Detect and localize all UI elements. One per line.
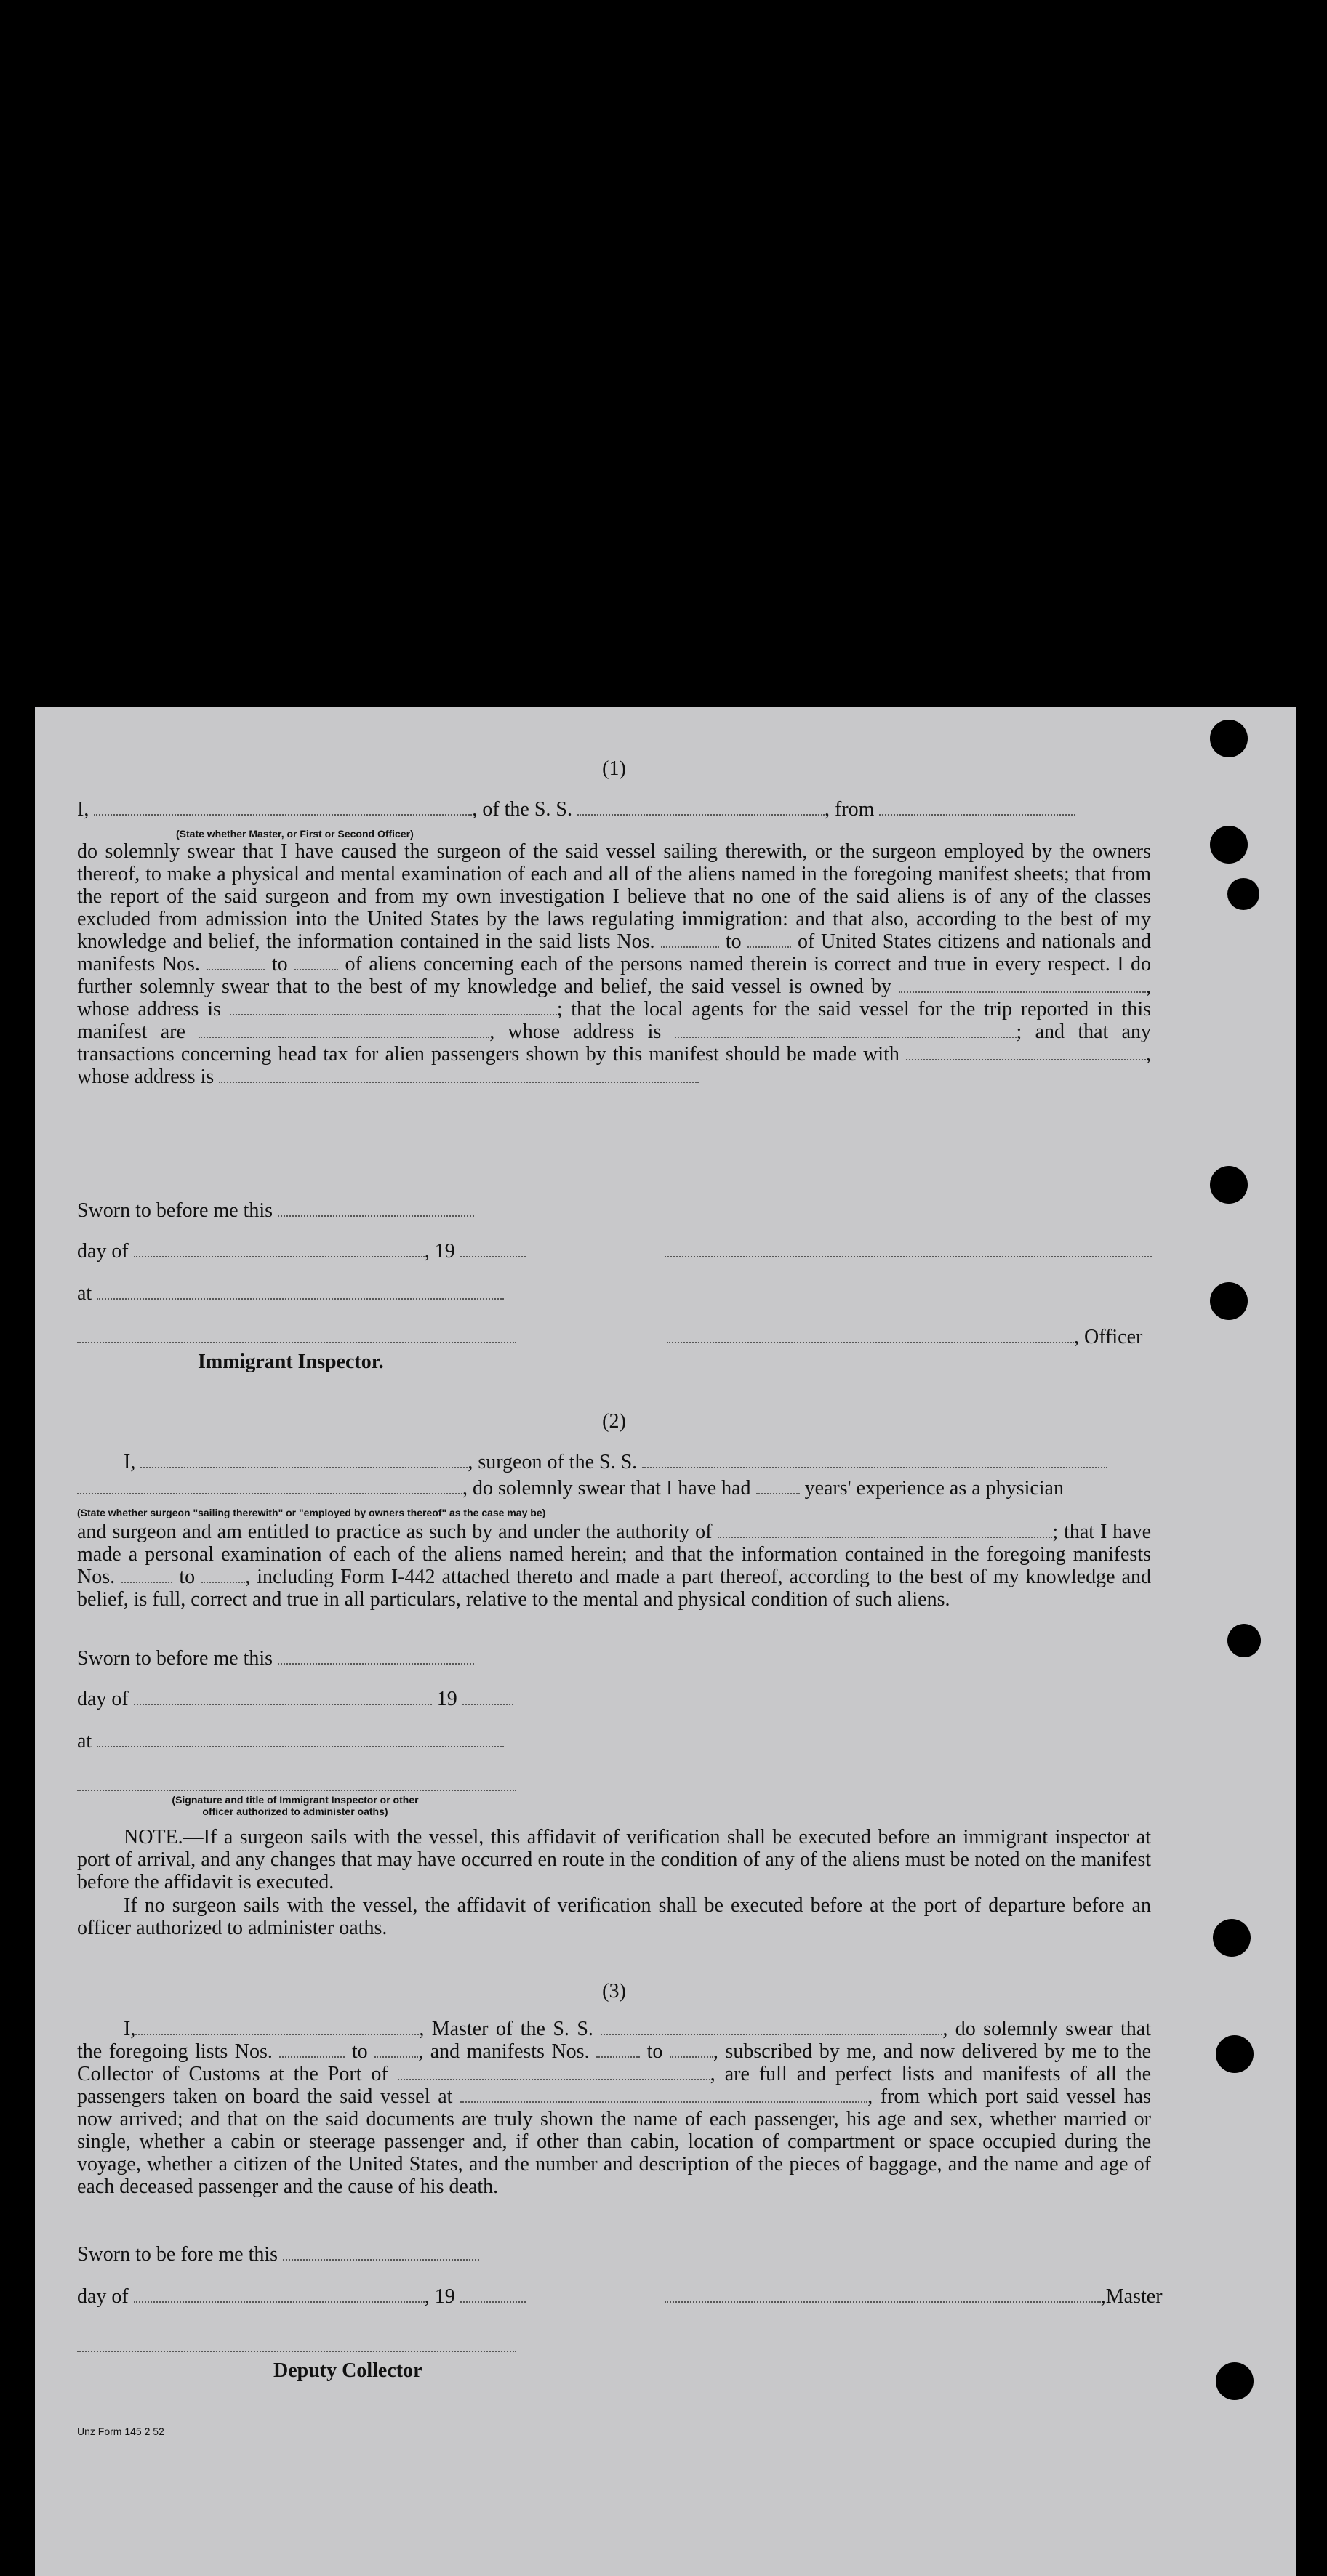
manifests-from-field[interactable] <box>121 1566 172 1583</box>
master-label: ,Master <box>1100 2285 1163 2308</box>
punch-hole <box>1227 1624 1261 1657</box>
surgeon-hint: (State whether surgeon "sailing therewith" or "employed by owners thereof" as the case may be) <box>77 1507 546 1518</box>
lists-to-field[interactable] <box>747 930 791 948</box>
oath-text-7: ; and that any transactions concerning head tax for alien passengers shown by this manifest should be made with <box>77 1021 1152 1066</box>
at-place-field[interactable] <box>97 1282 504 1300</box>
owner-address-field[interactable] <box>230 998 557 1015</box>
punch-hole <box>1210 826 1248 864</box>
year-label: , 19 <box>424 2285 455 2308</box>
day-of-field[interactable] <box>134 2285 425 2303</box>
swear-label: , do solemnly swear <box>942 2018 1113 2040</box>
section-2-body <box>77 1521 1151 1611</box>
oath-text-4: , whose address is <box>77 975 1152 1021</box>
section-2-number: (2) <box>602 1410 626 1433</box>
section-1-opening-line <box>77 798 1151 821</box>
surgeon-text-2: that I have made a personal examination of each of the aliens named herein; and that the information contained in the foregoing manifests Nos. <box>77 1521 1152 1588</box>
oath-text-3: of aliens concerning each of the persons named therein is correct and true in every respect. I do further solemnly swear that to the best of my knowledge and belief, the said vessel is owned by <box>77 953 1152 998</box>
master-vessel-field[interactable] <box>601 2018 942 2035</box>
punch-hole <box>1213 1919 1251 1957</box>
master-text-3: , subscribed by me, and now delivered by me to the Collector of Customs at the Port of <box>77 2040 1152 2085</box>
manifests-from-field[interactable] <box>207 953 265 970</box>
day-of-label: day of <box>77 2285 129 2308</box>
punch-hole <box>1210 1166 1248 1204</box>
officer-label: , Officer <box>1074 1326 1143 1348</box>
deputy-collector-label: Deputy Collector <box>273 2359 422 2382</box>
day-of-line-1 <box>77 1240 1151 1263</box>
note-paragraph-2: If no surgeon sails with the vessel, the affidavit of verification shall be executed before at the port of departure before an officer authorized to administer oaths. <box>77 1894 1151 1939</box>
administering-officer-field[interactable] <box>77 1774 516 1791</box>
semicolon: ; <box>1052 1521 1059 1543</box>
section-1-number: (1) <box>602 757 626 780</box>
agents-address-field[interactable] <box>675 1021 1017 1038</box>
surgeon-name-field[interactable] <box>140 1451 468 1468</box>
oath-text-8: , whose address is <box>77 1043 1151 1088</box>
year-field[interactable] <box>460 1240 526 1257</box>
sworn-line-3 <box>77 2243 1151 2266</box>
deputy-signature-field[interactable] <box>77 2335 516 2352</box>
years-field[interactable] <box>756 1477 800 1494</box>
section-3-body <box>77 2018 1151 2198</box>
day-of-label: day of <box>77 1688 129 1710</box>
agents-field[interactable] <box>199 1021 489 1038</box>
inspector-signature-line-2 <box>77 1774 1151 1796</box>
intro-i: I, <box>124 2018 136 2040</box>
manifests-to-field[interactable] <box>670 2040 713 2058</box>
head-tax-address-field[interactable] <box>219 1066 699 1083</box>
form-sheet <box>35 707 1296 2576</box>
oath-text-2: of United States citizens and nationals and manifests Nos. <box>77 930 1151 975</box>
sworn-line-2 <box>77 1647 1151 1670</box>
vessel-name-field[interactable] <box>577 798 825 816</box>
master-text-5: , from which port said vessel has now arrived; and that on the said documents are truly shown the name of each passenger, his age and sex, whether married or single, whether a cabin or steerage passenger and, if other than cabin, location of compartment or space occupied during the voyage, whether a citizen of the United States, and the number and description of the pieces of baggage, and the name and age of each deceased passenger and the cause of his death. <box>77 2085 1151 2198</box>
punch-hole <box>1227 878 1259 910</box>
oath-text-1: do solemnly swear that I have caused the surgeon of the said vessel sailing therewith, or the surgeon employed by the owners thereof, to make a physical and mental examination of each and all of the aliens named in the foregoing manifest sheets; that from the report of the said surgeon and from my own investigation I believe that no one of the said aliens is of any of the classes excluded from admission into the United States by the laws regulating immigration: and that also, according to the best of my knowledge and belief, the information contained in the said lists Nos. <box>77 840 1151 953</box>
owner-field[interactable] <box>899 975 1146 993</box>
authority-field[interactable] <box>718 1521 1052 1538</box>
surgeon-experience-line <box>77 1477 1151 1500</box>
day-of-field[interactable] <box>134 1240 425 1257</box>
oath-text-5: ; that the local agents for the said vessel for the trip reported in this manifest are <box>77 998 1152 1043</box>
of-ss-label: , of the S. S. <box>472 798 573 821</box>
lists-to-field[interactable] <box>374 2040 418 2058</box>
day-of-line-2 <box>77 1688 1151 1710</box>
section-3-number: (3) <box>602 1980 626 2003</box>
day-of-line-3 <box>77 2285 1163 2308</box>
officer-hint: (State whether Master, or First or Second Officer) <box>176 828 414 840</box>
punch-hole <box>1210 720 1248 757</box>
section-2-opening-line <box>124 1451 1107 1473</box>
oath-text-6: , whose address is <box>489 1021 662 1043</box>
signature-hint-line-1: (Signature and title of Immigrant Inspector or other <box>172 1794 419 1806</box>
sworn-date-field[interactable] <box>283 2243 479 2261</box>
year-label: 19 <box>436 1688 457 1710</box>
from-port-field[interactable] <box>879 798 1075 816</box>
inspector-signature-field[interactable] <box>77 1326 516 1343</box>
surgeon-type-field[interactable] <box>77 1477 462 1494</box>
signature-hint <box>135 1794 455 1817</box>
from-label: , from <box>825 798 875 821</box>
year-field[interactable] <box>462 1688 513 1705</box>
manifests-to-field[interactable] <box>201 1566 245 1583</box>
master-of-label: , Master of the S. S. <box>419 2018 593 2040</box>
years-label: years' experience as a physician <box>804 1477 1064 1500</box>
at-label: at <box>77 1282 92 1305</box>
surgeon-text-3: , including Form I-442 attached thereto and made a part thereof, according to the best of my knowledge and belief, is full, correct and true in all particulars, relative to the mental and physical condition of such aliens. <box>77 1566 1152 1611</box>
immigrant-inspector-label: Immigrant Inspector. <box>198 1351 384 1373</box>
year-field[interactable] <box>460 2285 526 2303</box>
at-line-2 <box>77 1730 1151 1752</box>
master-name-field[interactable] <box>135 2018 419 2035</box>
swear-label: , do solemnly swear that I have had <box>462 1477 751 1500</box>
day-of-field[interactable] <box>134 1688 432 1705</box>
punch-hole <box>1216 2035 1254 2073</box>
year-label: , 19 <box>424 1240 455 1263</box>
port-of-departure-field[interactable] <box>460 2085 867 2103</box>
surgeon-of-label: , surgeon of the S. S. <box>468 1451 638 1473</box>
deputy-signature-line <box>77 2335 1151 2357</box>
at-line-1 <box>77 1282 1151 1305</box>
punch-hole <box>1210 1282 1248 1320</box>
lists-from-field[interactable] <box>661 930 719 948</box>
note-paragraph: NOTE.—If a surgeon sails with the vessel, this affidavit of verification shall be executed before an immigrant inspector at port of arrival, and any changes that may have occurred en route in the condition of any of the aliens must be noted on the manifest before the affidavit is executed. <box>77 1826 1151 1893</box>
day-of-label: day of <box>77 1240 129 1263</box>
master-text-2: , and manifests Nos. <box>418 2040 590 2063</box>
manifests-to-field[interactable] <box>294 953 338 970</box>
officer-name-field[interactable] <box>94 798 472 816</box>
section-1-body <box>77 840 1151 1088</box>
intro-i: I, <box>124 1451 136 1473</box>
sworn-label: Sworn to before me this <box>77 1199 273 1222</box>
sworn-date-field[interactable] <box>278 1647 474 1665</box>
intro-i: I, <box>77 798 89 821</box>
master-text-4: , are full and perfect lists and manifests of all the passengers taken on board the said vessel at <box>77 2063 1151 2108</box>
surgeon-text-1: and surgeon and am entitled to practice as such by and under the authority of <box>77 1521 713 1543</box>
at-place-field[interactable] <box>97 1730 504 1747</box>
lists-from-field[interactable] <box>279 2040 345 2058</box>
sworn-line-1 <box>77 1199 1151 1222</box>
officer-title-field[interactable] <box>667 1326 1074 1343</box>
head-tax-contact-field[interactable] <box>906 1043 1146 1060</box>
form-number: Unz Form 145 2 52 <box>77 2426 164 2437</box>
to-label: to <box>646 2040 663 2063</box>
sworn-date-field[interactable] <box>278 1199 474 1217</box>
master-signature-field[interactable] <box>665 2285 1101 2303</box>
officer-signature-field[interactable] <box>665 1240 1152 1257</box>
surgeon-vessel-field[interactable] <box>642 1451 1107 1468</box>
sworn-label: Sworn to be fore me this <box>77 2243 278 2266</box>
signature-hint-line-2: officer authorized to administer oaths) <box>202 1806 388 1817</box>
sworn-label: Sworn to before me this <box>77 1647 273 1670</box>
punch-hole <box>1216 2362 1254 2400</box>
manifests-from-field[interactable] <box>596 2040 640 2058</box>
to-label: to <box>351 2040 368 2063</box>
at-label: at <box>77 1730 92 1752</box>
inspector-signature-line <box>77 1326 1151 1348</box>
master-text-1: that the foregoing lists Nos. <box>77 2018 1152 2063</box>
to-label: to <box>271 953 288 975</box>
port-of-arrival-field[interactable] <box>398 2063 710 2080</box>
to-label: to <box>725 930 742 953</box>
to-label: to <box>179 1566 196 1588</box>
